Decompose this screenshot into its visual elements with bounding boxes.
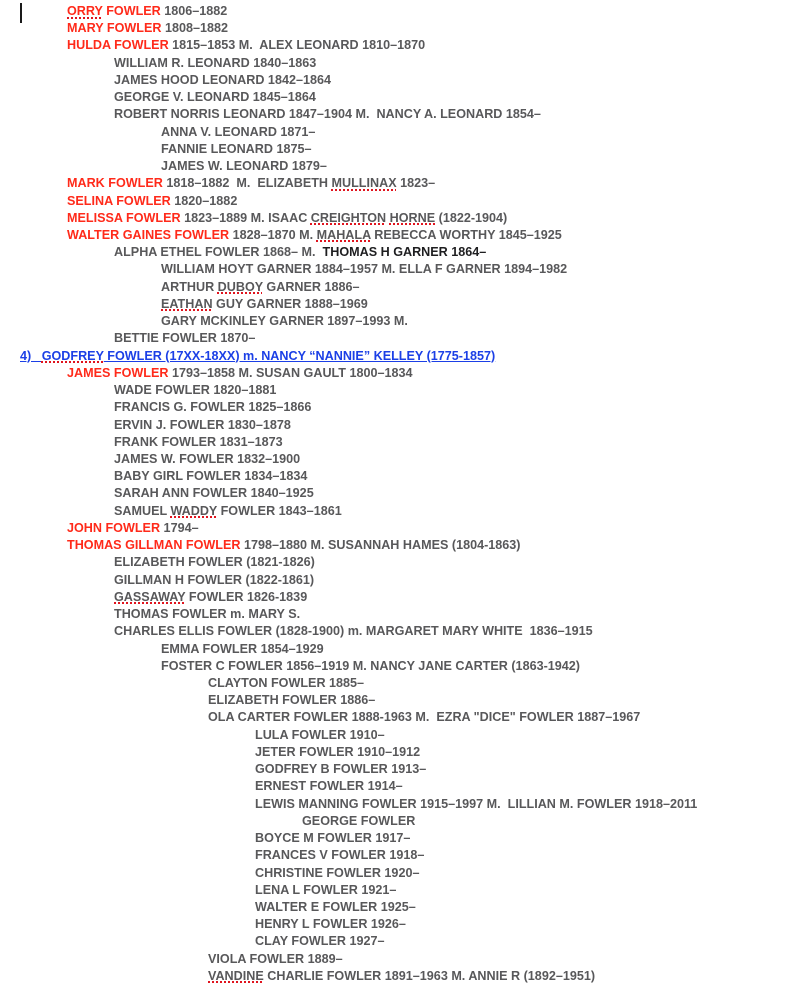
entry-text: LEWIS MANNING FOWLER 1915–1997 M. LILLIAN M. FOWLER 1918–2011: [255, 796, 698, 811]
genealogy-entry-level-2: [114, 106, 541, 123]
spellcheck-flagged-word[interactable]: HORNE: [389, 210, 436, 225]
entry-text: WADE FOWLER 1820–1881: [114, 383, 277, 398]
genealogy-entry-level-2: [114, 89, 316, 106]
entry-text: WALTER E FOWLER 1925–: [255, 899, 416, 914]
genealogy-entry-level-3: [161, 279, 360, 296]
entry-text: (1822-1904): [435, 210, 508, 225]
entry-text: LENA L FOWLER 1921–: [255, 882, 397, 897]
genealogy-entry-level-2: [114, 623, 593, 640]
child-name: JOHN FOWLER: [67, 520, 161, 535]
genealogy-entry-level-2: [114, 330, 255, 347]
entry-text: VIOLA FOWLER 1889–: [208, 951, 343, 966]
entry-text: ALPHA ETHEL FOWLER 1868– M.: [114, 245, 323, 260]
genealogy-entry-level-3: [161, 296, 368, 313]
genealogy-entry-level-2: [114, 503, 342, 520]
entry-text: THOMAS FOWLER m. MARY S.: [114, 607, 301, 622]
entry-text: ERNEST FOWLER 1914–: [255, 779, 403, 794]
section-heading-link[interactable]: [20, 348, 495, 365]
genealogy-entry-level-1: [67, 3, 227, 20]
genealogy-entry-level-3: [161, 158, 327, 175]
genealogy-entry-level-1: [67, 175, 435, 192]
genealogy-entry-level-5: [255, 744, 420, 761]
child-name: SELINA FOWLER: [67, 193, 171, 208]
entry-text: BOYCE M FOWLER 1917–: [255, 831, 411, 846]
genealogy-entry-level-4: [208, 709, 640, 726]
genealogy-entry-level-3: [161, 261, 567, 278]
child-name: HULDA FOWLER: [67, 38, 169, 53]
ancestor-link-text[interactable]: FOWLER (17XX-18XX) m. NANCY “NANNIE” KELLEY (1775-1857): [103, 348, 496, 363]
entry-text: ANNA V. LEONARD 1871–: [161, 124, 316, 139]
entry-text: CHRISTINE FOWLER 1920–: [255, 865, 420, 880]
entry-text: FOWLER 1826-1839: [185, 589, 308, 604]
genealogy-entry-level-2: [114, 434, 283, 451]
entry-text: ERVIN J. FOWLER 1830–1878: [114, 417, 291, 432]
entry-text: 1806–1882: [160, 4, 228, 18]
entry-text: GARNER 1886–: [262, 279, 360, 294]
genealogy-entry-level-2: [114, 485, 314, 502]
entry-text: REBECCA WORTHY 1845–1925: [370, 227, 562, 242]
entry-text: FRANCIS G. FOWLER 1825–1866: [114, 400, 312, 415]
spellcheck-flagged-word[interactable]: DUBOY: [217, 279, 263, 294]
entry-text: ELIZABETH FOWLER (1821-1826): [114, 555, 315, 570]
genealogy-entry-level-2: [114, 572, 314, 589]
spellcheck-flagged-word[interactable]: EATHAN: [161, 296, 213, 311]
entry-text: CLAY FOWLER 1927–: [255, 934, 385, 949]
entry-text: LULA FOWLER 1910–: [255, 727, 385, 742]
entry-text: EMMA FOWLER 1854–1929: [161, 641, 324, 656]
genealogy-entry-level-4: [208, 675, 364, 692]
child-name: MARK FOWLER: [67, 176, 163, 191]
genealogy-entry-level-5: [255, 865, 419, 882]
genealogy-entry-level-6: [302, 813, 415, 830]
genealogy-entry-level-1: [67, 210, 507, 227]
entry-text: GILLMAN H FOWLER (1822-1861): [114, 572, 315, 587]
genealogy-entry-level-5: [255, 933, 384, 950]
entry-text: WILLIAM HOYT GARNER 1884–1957 M. ELLA F GARNER 1894–1982: [161, 262, 568, 277]
entry-text: JAMES W. LEONARD 1879–: [161, 159, 327, 174]
entry-text: CHARLES ELLIS FOWLER (1828-1900) m. MARGARET MARY WHITE 1836–1915: [114, 624, 593, 639]
entry-text: GEORGE V. LEONARD 1845–1864: [114, 90, 316, 105]
genealogy-entry-level-5: [255, 847, 424, 864]
entry-text: BABY GIRL FOWLER 1834–1834: [114, 469, 308, 484]
genealogy-entry-level-5: [255, 778, 403, 795]
spellcheck-flagged-word[interactable]: GASSAWAY: [114, 589, 186, 604]
spellcheck-flagged-word[interactable]: ORRY: [67, 4, 103, 18]
genealogy-entry-level-1: [67, 365, 413, 382]
genealogy-entry-level-1: [67, 20, 228, 37]
entry-text: HENRY L FOWLER 1926–: [255, 917, 406, 932]
spellcheck-flagged-word[interactable]: VANDINE: [208, 968, 264, 983]
child-name: MARY FOWLER: [67, 21, 162, 36]
genealogy-entry-level-2: [114, 72, 331, 89]
genealogy-entry-level-1: [67, 520, 199, 537]
genealogy-entry-level-2: [114, 399, 311, 416]
genealogy-entry-level-5: [255, 761, 426, 778]
entry-text: ROBERT NORRIS LEONARD 1847–1904 M. NANCY A. LEONARD 1854–: [114, 107, 541, 122]
genealogy-entry-level-4: [208, 692, 375, 709]
entry-text: 1828–1870 M.: [229, 227, 317, 242]
entry-text: 1793–1858 M. SUSAN GAULT 1800–1834: [168, 365, 413, 380]
genealogy-entry-level-5: [255, 899, 416, 916]
entry-text: GEORGE FOWLER: [302, 813, 416, 828]
genealogy-entry-level-1: [67, 537, 520, 554]
genealogy-entry-level-1: [67, 193, 237, 210]
entry-text: 1798–1880 M. SUSANNAH HAMES (1804-1863): [240, 538, 521, 553]
entry-text: 1823–1889 M. ISAAC: [180, 210, 311, 225]
entry-text: GARY MCKINLEY GARNER 1897–1993 M.: [161, 314, 408, 329]
entry-text: 1820–1882: [170, 193, 238, 208]
genealogy-entry-level-4: [208, 951, 343, 968]
entry-text: FRANCES V FOWLER 1918–: [255, 848, 425, 863]
genealogy-entry-level-2: [114, 468, 307, 485]
entry-text: ELIZABETH FOWLER 1886–: [208, 693, 376, 708]
genealogy-entry-level-2: [114, 606, 300, 623]
child-name: JAMES FOWLER: [67, 365, 169, 380]
entry-text: GODFREY B FOWLER 1913–: [255, 762, 427, 777]
entry-text: 1818–1882 M. ELIZABETH: [162, 176, 332, 191]
genealogy-entry-level-2: [114, 554, 315, 571]
genealogy-entry-level-5: [255, 727, 385, 744]
entry-text: JAMES HOOD LEONARD 1842–1864: [114, 72, 331, 87]
ancestor-link-text[interactable]: 4): [20, 348, 42, 363]
genealogy-entry-level-3: [161, 313, 408, 330]
child-name: THOMAS GILLMAN FOWLER: [67, 538, 241, 553]
entry-text: OLA CARTER FOWLER 1888-1963 M. EZRA "DICE" FOWLER 1887–1967: [208, 710, 641, 725]
genealogy-entry-level-2: [114, 451, 300, 468]
genealogy-entry-level-2: [114, 55, 316, 72]
entry-text: CLAYTON FOWLER 1885–: [208, 675, 365, 690]
genealogy-entry-level-5: [255, 830, 410, 847]
entry-text: GUY GARNER 1888–1969: [212, 296, 368, 311]
entry-text: ARTHUR: [161, 279, 218, 294]
genealogy-entry-level-3: [161, 124, 315, 141]
genealogy-entry-level-1: [67, 227, 562, 244]
genealogy-entry-level-5: [255, 796, 697, 813]
genealogy-entry-level-3: [161, 641, 324, 658]
genealogy-entry-level-5: [255, 882, 396, 899]
genealogy-entry-level-5: [255, 916, 406, 933]
text-cursor: [20, 3, 22, 23]
child-name: FOWLER: [102, 4, 161, 18]
entry-text: CHARLIE FOWLER 1891–1963 M. ANNIE R (1892–1951): [263, 968, 596, 983]
genealogy-entry-level-2: [114, 589, 307, 606]
genealogy-entry-level-2: [114, 382, 276, 399]
spellcheck-flagged-word[interactable]: GODFREY: [41, 348, 104, 363]
entry-text: WILLIAM R. LEONARD 1840–1863: [114, 55, 317, 70]
entry-text: 1794–: [160, 520, 199, 535]
entry-text: 1808–1882: [161, 21, 228, 36]
entry-text: THOMAS H GARNER 1864–: [322, 245, 487, 260]
genealogy-entry-level-4: [208, 968, 595, 985]
entry-text: FRANK FOWLER 1831–1873: [114, 434, 283, 449]
entry-text: 1815–1853 M. ALEX LEONARD 1810–1870: [168, 38, 426, 53]
child-name: MELISSA FOWLER: [67, 210, 181, 225]
entry-text: FANNIE LEONARD 1875–: [161, 141, 312, 156]
child-name: WALTER GAINES FOWLER: [67, 227, 230, 242]
spellcheck-flagged-word[interactable]: WADDY: [170, 503, 218, 518]
spellcheck-flagged-word[interactable]: CREIGHTON: [310, 210, 387, 225]
entry-text: JETER FOWLER 1910–1912: [255, 744, 421, 759]
entry-text: JAMES W. FOWLER 1832–1900: [114, 451, 301, 466]
genealogy-entry-level-1: [67, 37, 425, 54]
genealogy-entry-level-3: [161, 141, 311, 158]
entry-text: SAMUEL: [114, 503, 171, 518]
entry-text: SARAH ANN FOWLER 1840–1925: [114, 486, 314, 501]
entry-text: FOSTER C FOWLER 1856–1919 M. NANCY JANE CARTER (1863-1942): [161, 658, 580, 673]
entry-text: BETTIE FOWLER 1870–: [114, 331, 256, 346]
spellcheck-flagged-word[interactable]: MAHALA: [316, 227, 371, 242]
genealogy-entry-level-2: [114, 417, 291, 434]
genealogy-entry-level-3: [161, 658, 580, 675]
entry-text: 1823–: [396, 176, 436, 191]
spellcheck-flagged-word[interactable]: MULLINAX: [331, 176, 397, 191]
genealogy-entry-level-2: [114, 244, 486, 261]
entry-text: FOWLER 1843–1861: [217, 503, 342, 518]
